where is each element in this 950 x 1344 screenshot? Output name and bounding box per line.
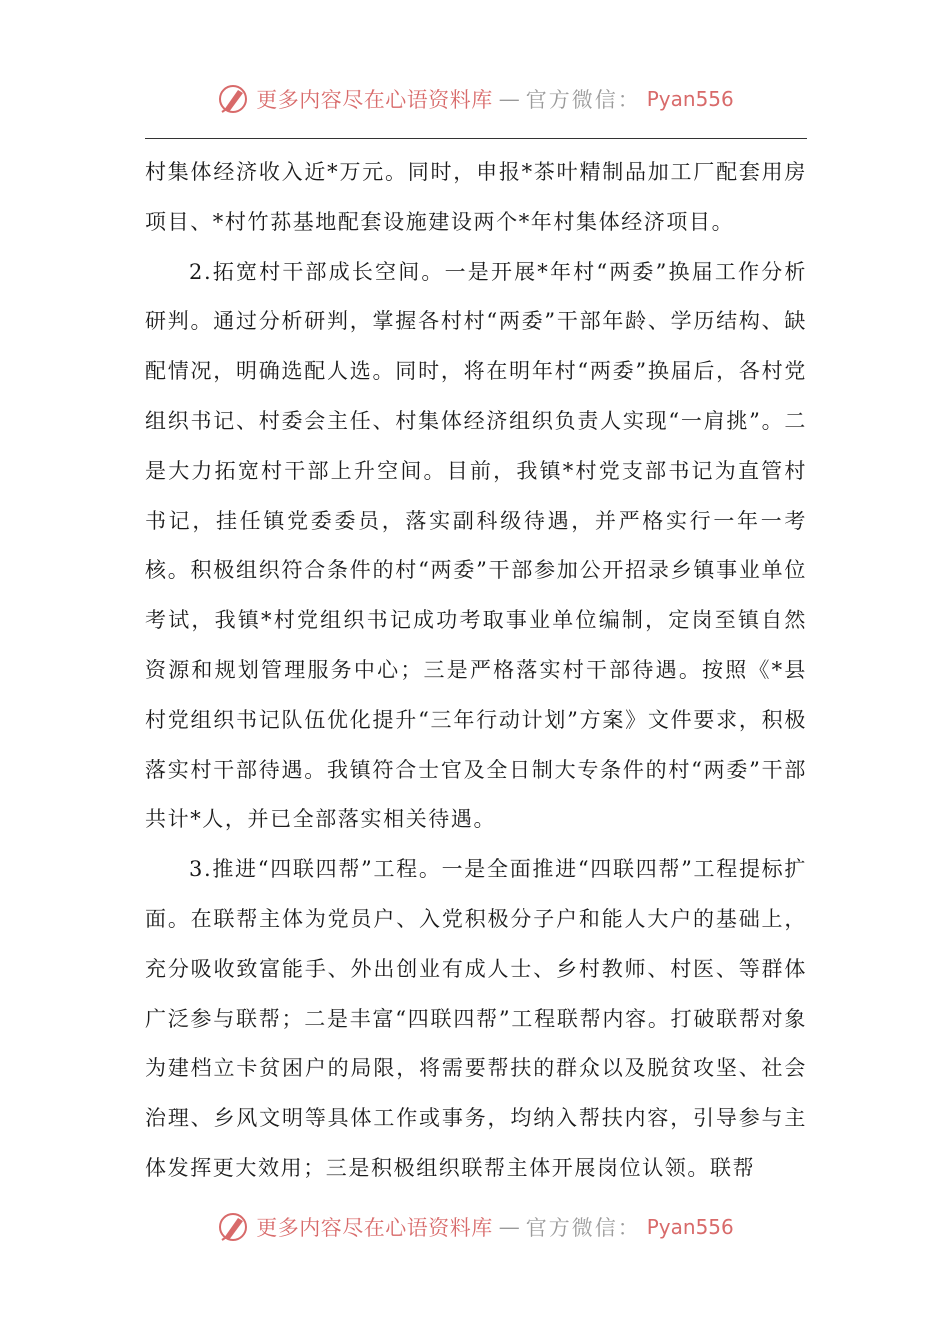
footer-watermark [0, 1210, 950, 1244]
paragraph-continuation: 村集体经济收入近*万元。同时，申报*茶叶精制品加工厂配套用房项目、*村竹荪基地配套设施建设两个*年村集体经济项目。 [145, 160, 807, 234]
watermark-dash: — [498, 87, 520, 111]
watermark-title: 更多内容尽在心语资料库 [256, 1216, 493, 1240]
watermark-dash: — [498, 1215, 520, 1239]
document-body [145, 148, 807, 1194]
watermark-wechat-label: 官方微信： [525, 1216, 641, 1240]
quill-pen-logo-icon [216, 1210, 250, 1244]
header-divider [145, 138, 807, 139]
watermark-wechat-id: Pyan556 [646, 87, 734, 111]
header-watermark [0, 82, 950, 116]
watermark-title: 更多内容尽在心语资料库 [256, 88, 493, 112]
watermark-wechat-label: 官方微信： [525, 88, 641, 112]
watermark-wechat-id: Pyan556 [646, 1215, 734, 1239]
paragraph-item-3: 3.推进“四联四帮”工程。一是全面推进“四联四帮”工程提标扩面。在联帮主体为党员户、入党积极分子户和能人大户的基础上，充分吸收致富能手、外出创业有成人士、乡村教师、村医、等群体广泛参与联帮；二是丰富“四联四帮”工程联帮内容。打破联帮对象为建档立卡贫困户的局限，将需要帮扶的群众以及脱贫攻坚、社会治理、乡风文明等具体工作或事务，均纳入帮扶内容，引导参与主体发挥更大效用；三是积极组织联帮主体开展岗位认领。联帮 [145, 857, 807, 1180]
paragraph-item-2: 2.拓宽村干部成长空间。一是开展*年村“两委”换届工作分析研判。通过分析研判，掌握各村村“两委”干部年龄、学历结构、缺配情况，明确选配人选。同时，将在明年村“两委”换届后，各村党组织书记、村委会主任、村集体经济组织负责人实现“一肩挑”。二是大力拓宽村干部上升空间。目前，我镇*村党支部书记为直管村书记，挂任镇党委委员，落实副科级待遇，并严格实行一年一考核。积极组织符合条件的村“两委”干部参加公开招录乡镇事业单位考试，我镇*村党组织书记成功考取事业单位编制，定岗至镇自然资源和规划管理服务中心；三是严格落实村干部待遇。按照《*县村党组织书记队伍优化提升“三年行动计划”方案》文件要求，积极落实村干部待遇。我镇符合士官及全日制大专条件的村“两委”干部共计*人，并已全部落实相关待遇。 [145, 259, 807, 832]
quill-pen-logo-icon [216, 82, 250, 116]
